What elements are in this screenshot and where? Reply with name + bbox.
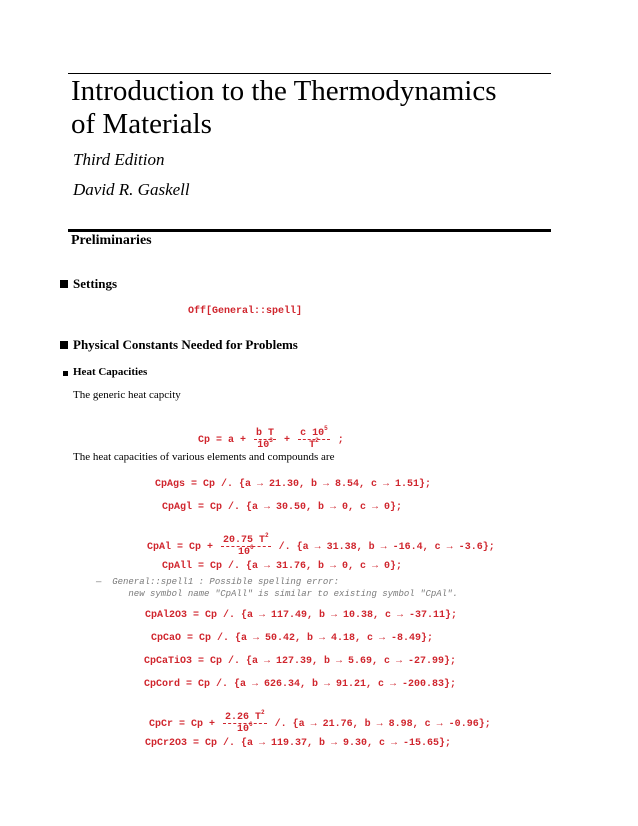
preliminaries-rule — [68, 229, 551, 232]
cpags-cell[interactable]: CpAgs = Cp /. {a → 21.30, b → 8.54, c → 1.51}; — [155, 479, 432, 490]
cpal-denominator — [221, 544, 271, 558]
cpcr-num-exp: 2 — [261, 709, 265, 716]
cp-ten-exp: 3 — [269, 437, 273, 444]
cpal-num-exp: 2 — [265, 532, 269, 539]
cpcord-cell[interactable]: CpCord = Cp /. {a → 626.34, b → 91.21, c → -200.83}; — [144, 679, 457, 690]
cp-frac-bt — [254, 428, 276, 451]
cp-plus: + — [278, 435, 297, 447]
cpcr-cell[interactable] — [137, 701, 491, 735]
cpcr-suffix: /. {a → 21.76, b → 8.98, c → -0.96}; — [268, 719, 491, 731]
cpal-suffix: /. {a → 31.38, b → -16.4, c → -3.6}; — [272, 542, 495, 554]
cpcr-frac — [223, 709, 267, 735]
edition-label: Third Edition — [73, 150, 165, 169]
cp-c: c 10 — [300, 428, 325, 439]
cpcr-denominator — [223, 721, 267, 735]
cpal-frac — [221, 532, 271, 558]
spell-warning-line-2: new symbol name "CpAll" is similar to existing symbol "CpAl". — [96, 589, 458, 599]
cpal-prefix: CpAl = Cp + — [147, 542, 220, 554]
preliminaries-heading: Preliminaries — [71, 233, 152, 248]
cp-c-numerator — [298, 425, 330, 440]
cp-suffix: ; — [331, 435, 344, 447]
cpcao-cell[interactable]: CpCaO = Cp /. {a → 50.42, b → 4.18, c → -8.49}; — [151, 633, 434, 644]
cp-formula-cell[interactable] — [186, 417, 344, 451]
heat-bullet-icon — [63, 371, 68, 376]
cpal2o3-cell[interactable]: CpAl2O3 = Cp /. {a → 117.49, b → 10.38, c → -37.11}; — [145, 610, 458, 621]
cpal-num: 20.75 T — [223, 535, 266, 546]
constants-heading: Physical Constants Needed for Problems — [73, 337, 298, 352]
cp-prefix: Cp = a + — [198, 435, 253, 447]
cpcr2o3-cell[interactable]: CpCr2O3 = Cp /. {a → 119.37, b → 9.30, c → -15.65}; — [145, 738, 452, 749]
title-line-2: of Materials — [71, 108, 212, 140]
cp-frac-c — [298, 425, 330, 451]
settings-heading: Settings — [73, 276, 118, 291]
heat-list-text: The heat capacities of various elements and compounds are — [73, 451, 335, 463]
cpagl-cell[interactable]: CpAgl = Cp /. {a → 30.50, b → 0, c → 0}; — [162, 502, 403, 513]
cp-ten: 10 — [257, 440, 270, 451]
cpcatio3-cell[interactable]: CpCaTiO3 = Cp /. {a → 127.39, b → 5.69, c → -27.99}; — [144, 656, 457, 667]
cpcr-numerator — [223, 709, 267, 724]
cp-c-denominator — [298, 437, 330, 451]
cpcr-prefix: CpCr = Cp + — [149, 719, 222, 731]
cp-bt-numerator: b T — [256, 428, 275, 439]
cp-T-exp: 2 — [315, 437, 319, 444]
constants-bullet-icon — [60, 341, 68, 349]
cpal-den: 10 — [238, 547, 251, 558]
cpal-numerator — [221, 532, 271, 547]
cp-bt-denominator — [254, 437, 276, 451]
settings-bullet-icon — [60, 280, 68, 288]
cpal-cell[interactable] — [135, 524, 495, 558]
document-title — [71, 75, 497, 141]
settings-code-cell[interactable]: Off[General::spell] — [188, 306, 303, 317]
cpall-cell[interactable]: CpAll = Cp /. {a → 31.76, b → 0, c → 0}; — [162, 561, 403, 572]
cp-c-exp: 5 — [324, 425, 328, 432]
cp-T: T — [309, 440, 316, 451]
spell-warning-line-1: — General::spell1 : Possible spelling error: — [96, 577, 340, 587]
author-name: David R. Gaskell — [73, 180, 190, 199]
cpcr-num: 2.26 T — [225, 712, 262, 723]
title-rule-top — [68, 73, 551, 74]
cpcr-den: 10 — [237, 724, 250, 735]
heat-heading: Heat Capacities — [73, 366, 148, 378]
cpal-den-exp: 6 — [250, 544, 254, 551]
title-line-1: Introduction to the Thermodynamics — [71, 75, 497, 107]
cpcr-den-exp: 6 — [249, 721, 253, 728]
generic-heat-text: The generic heat capcity — [73, 389, 181, 401]
